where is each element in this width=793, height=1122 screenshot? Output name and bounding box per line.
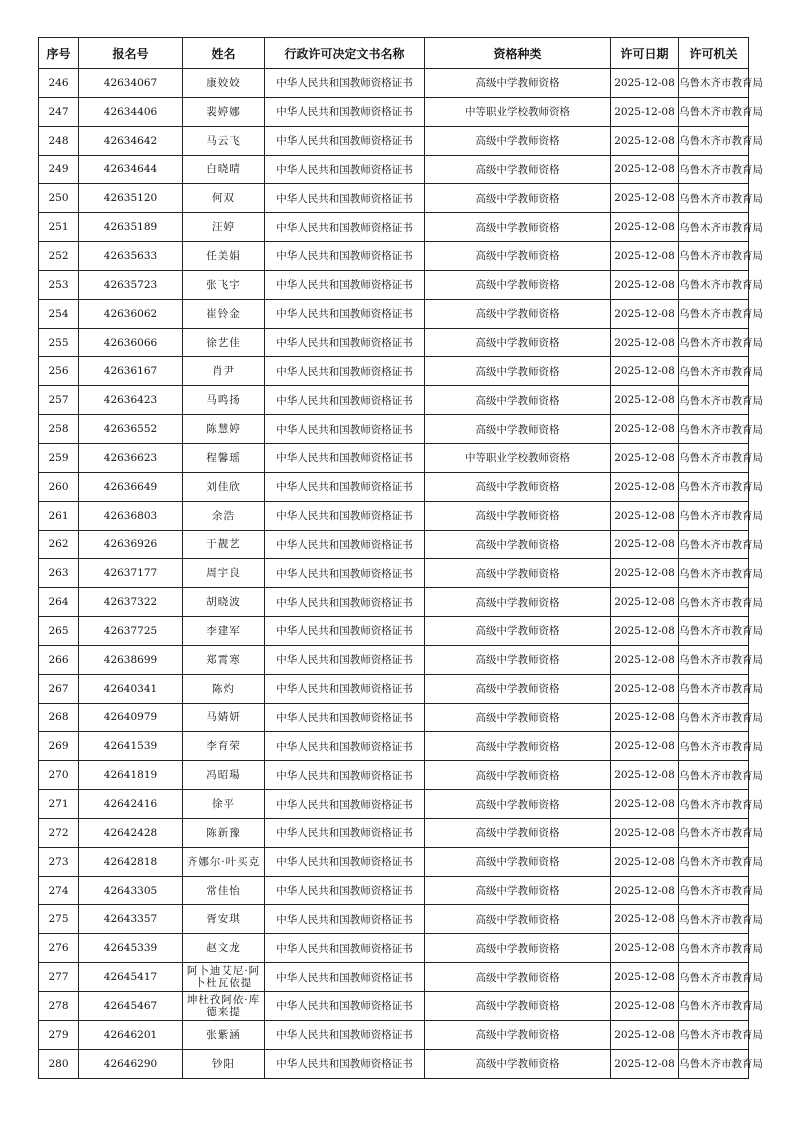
cell-doc-name: 中华人民共和国教师资格证书 <box>265 357 425 386</box>
cell-doc-name: 中华人民共和国教师资格证书 <box>265 992 425 1021</box>
cell-reg-no: 42642818 <box>79 847 183 876</box>
cell-authority: 乌鲁木齐市教育局 <box>679 69 749 98</box>
cell-reg-no: 42642428 <box>79 818 183 847</box>
cell-date: 2025-12-08 <box>611 876 679 905</box>
cell-name: 齐娜尔·叶买克 <box>183 847 265 876</box>
table-row <box>39 69 749 98</box>
header-name: 姓名 <box>183 38 265 69</box>
cell-doc-name: 中华人民共和国教师资格证书 <box>265 242 425 271</box>
cell-seq: 258 <box>39 415 79 444</box>
table-row <box>39 386 749 415</box>
cell-reg-no: 42636066 <box>79 328 183 357</box>
cell-authority: 乌鲁木齐市教育局 <box>679 126 749 155</box>
cell-seq: 255 <box>39 328 79 357</box>
cell-seq: 248 <box>39 126 79 155</box>
cell-doc-name: 中华人民共和国教师资格证书 <box>265 963 425 992</box>
cell-seq: 250 <box>39 184 79 213</box>
cell-reg-no: 42643357 <box>79 905 183 934</box>
table-row <box>39 472 749 501</box>
cell-name: 常佳怡 <box>183 876 265 905</box>
cell-date: 2025-12-08 <box>611 184 679 213</box>
cell-seq: 261 <box>39 501 79 530</box>
cell-qual-type: 高级中学教师资格 <box>425 790 611 819</box>
cell-seq: 246 <box>39 69 79 98</box>
table-row <box>39 97 749 126</box>
cell-authority: 乌鲁木齐市教育局 <box>679 213 749 242</box>
cell-name: 阿卜迪艾尼·阿卜杜瓦依提 <box>183 963 265 992</box>
cell-name: 马婧妍 <box>183 703 265 732</box>
cell-seq: 254 <box>39 299 79 328</box>
cell-reg-no: 42634067 <box>79 69 183 98</box>
cell-reg-no: 42636167 <box>79 357 183 386</box>
cell-doc-name: 中华人民共和国教师资格证书 <box>265 790 425 819</box>
table-row <box>39 155 749 184</box>
cell-seq: 264 <box>39 588 79 617</box>
cell-seq: 273 <box>39 847 79 876</box>
cell-authority: 乌鲁木齐市教育局 <box>679 1049 749 1078</box>
cell-qual-type: 高级中学教师资格 <box>425 588 611 617</box>
cell-doc-name: 中华人民共和国教师资格证书 <box>265 732 425 761</box>
cell-qual-type: 高级中学教师资格 <box>425 213 611 242</box>
cell-qual-type: 高级中学教师资格 <box>425 184 611 213</box>
cell-qual-type: 高级中学教师资格 <box>425 1020 611 1049</box>
cell-reg-no: 42641539 <box>79 732 183 761</box>
cell-doc-name: 中华人民共和国教师资格证书 <box>265 97 425 126</box>
cell-doc-name: 中华人民共和国教师资格证书 <box>265 443 425 472</box>
cell-date: 2025-12-08 <box>611 1020 679 1049</box>
cell-name: 陈慧婷 <box>183 415 265 444</box>
cell-seq: 280 <box>39 1049 79 1078</box>
cell-doc-name: 中华人民共和国教师资格证书 <box>265 126 425 155</box>
cell-qual-type: 中等职业学校教师资格 <box>425 443 611 472</box>
cell-authority: 乌鲁木齐市教育局 <box>679 790 749 819</box>
cell-authority: 乌鲁木齐市教育局 <box>679 1020 749 1049</box>
cell-name: 任美娟 <box>183 242 265 271</box>
cell-authority: 乌鲁木齐市教育局 <box>679 617 749 646</box>
cell-qual-type: 高级中学教师资格 <box>425 270 611 299</box>
cell-name: 程馨瑶 <box>183 443 265 472</box>
cell-seq: 272 <box>39 818 79 847</box>
cell-name: 胥安琪 <box>183 905 265 934</box>
cell-name: 周宇良 <box>183 559 265 588</box>
cell-authority: 乌鲁木齐市教育局 <box>679 328 749 357</box>
cell-reg-no: 42642416 <box>79 790 183 819</box>
cell-qual-type: 高级中学教师资格 <box>425 415 611 444</box>
cell-name: 刘佳欣 <box>183 472 265 501</box>
cell-date: 2025-12-08 <box>611 501 679 530</box>
table-row <box>39 270 749 299</box>
table-row <box>39 242 749 271</box>
cell-date: 2025-12-08 <box>611 934 679 963</box>
cell-name: 郑霄寒 <box>183 645 265 674</box>
cell-qual-type: 高级中学教师资格 <box>425 472 611 501</box>
cell-doc-name: 中华人民共和国教师资格证书 <box>265 847 425 876</box>
cell-date: 2025-12-08 <box>611 992 679 1021</box>
cell-date: 2025-12-08 <box>611 559 679 588</box>
cell-qual-type: 高级中学教师资格 <box>425 501 611 530</box>
cell-doc-name: 中华人民共和国教师资格证书 <box>265 703 425 732</box>
cell-name: 张紫涵 <box>183 1020 265 1049</box>
cell-authority: 乌鲁木齐市教育局 <box>679 242 749 271</box>
cell-doc-name: 中华人民共和国教师资格证书 <box>265 530 425 559</box>
cell-authority: 乌鲁木齐市教育局 <box>679 299 749 328</box>
cell-name: 钞阳 <box>183 1049 265 1078</box>
cell-reg-no: 42637725 <box>79 617 183 646</box>
cell-seq: 277 <box>39 963 79 992</box>
cell-reg-no: 42636062 <box>79 299 183 328</box>
cell-seq: 279 <box>39 1020 79 1049</box>
cell-qual-type: 高级中学教师资格 <box>425 645 611 674</box>
cell-date: 2025-12-08 <box>611 155 679 184</box>
cell-qual-type: 高级中学教师资格 <box>425 155 611 184</box>
cell-name: 肖尹 <box>183 357 265 386</box>
cell-authority: 乌鲁木齐市教育局 <box>679 934 749 963</box>
cell-seq: 266 <box>39 645 79 674</box>
table-row <box>39 992 749 1021</box>
table-row <box>39 732 749 761</box>
cell-doc-name: 中华人民共和国教师资格证书 <box>265 905 425 934</box>
cell-reg-no: 42634642 <box>79 126 183 155</box>
cell-doc-name: 中华人民共和国教师资格证书 <box>265 588 425 617</box>
cell-reg-no: 42637177 <box>79 559 183 588</box>
cell-date: 2025-12-08 <box>611 790 679 819</box>
cell-seq: 256 <box>39 357 79 386</box>
cell-reg-no: 42634644 <box>79 155 183 184</box>
cell-qual-type: 高级中学教师资格 <box>425 847 611 876</box>
table-row <box>39 818 749 847</box>
cell-reg-no: 42636623 <box>79 443 183 472</box>
cell-date: 2025-12-08 <box>611 847 679 876</box>
cell-authority: 乌鲁木齐市教育局 <box>679 472 749 501</box>
cell-date: 2025-12-08 <box>611 761 679 790</box>
cell-authority: 乌鲁木齐市教育局 <box>679 905 749 934</box>
table-row <box>39 876 749 905</box>
table-row <box>39 1049 749 1078</box>
cell-seq: 278 <box>39 992 79 1021</box>
cell-date: 2025-12-08 <box>611 963 679 992</box>
cell-doc-name: 中华人民共和国教师资格证书 <box>265 876 425 905</box>
license-table-container <box>38 37 763 1079</box>
cell-doc-name: 中华人民共和国教师资格证书 <box>265 213 425 242</box>
cell-authority: 乌鲁木齐市教育局 <box>679 876 749 905</box>
cell-name: 徐平 <box>183 790 265 819</box>
cell-qual-type: 高级中学教师资格 <box>425 818 611 847</box>
cell-name: 汪婷 <box>183 213 265 242</box>
cell-seq: 275 <box>39 905 79 934</box>
cell-seq: 263 <box>39 559 79 588</box>
cell-qual-type: 高级中学教师资格 <box>425 963 611 992</box>
cell-doc-name: 中华人民共和国教师资格证书 <box>265 761 425 790</box>
cell-authority: 乌鲁木齐市教育局 <box>679 559 749 588</box>
cell-reg-no: 42636552 <box>79 415 183 444</box>
cell-qual-type: 高级中学教师资格 <box>425 357 611 386</box>
table-row <box>39 530 749 559</box>
table-row <box>39 126 749 155</box>
cell-authority: 乌鲁木齐市教育局 <box>679 386 749 415</box>
cell-authority: 乌鲁木齐市教育局 <box>679 530 749 559</box>
cell-name: 何双 <box>183 184 265 213</box>
header-row <box>39 38 749 69</box>
cell-reg-no: 42643305 <box>79 876 183 905</box>
cell-name: 冯昭瑒 <box>183 761 265 790</box>
header-reg-no: 报名号 <box>79 38 183 69</box>
cell-date: 2025-12-08 <box>611 617 679 646</box>
cell-name: 李育荣 <box>183 732 265 761</box>
cell-date: 2025-12-08 <box>611 530 679 559</box>
table-row <box>39 328 749 357</box>
cell-doc-name: 中华人民共和国教师资格证书 <box>265 270 425 299</box>
cell-doc-name: 中华人民共和国教师资格证书 <box>265 299 425 328</box>
cell-name: 李建军 <box>183 617 265 646</box>
cell-seq: 262 <box>39 530 79 559</box>
cell-seq: 260 <box>39 472 79 501</box>
cell-qual-type: 高级中学教师资格 <box>425 703 611 732</box>
cell-qual-type: 高级中学教师资格 <box>425 328 611 357</box>
cell-authority: 乌鲁木齐市教育局 <box>679 703 749 732</box>
cell-name: 坤杜孜阿依·库德来提 <box>183 992 265 1021</box>
cell-reg-no: 42636649 <box>79 472 183 501</box>
header-doc-name: 行政许可决定文书名称 <box>265 38 425 69</box>
cell-authority: 乌鲁木齐市教育局 <box>679 761 749 790</box>
cell-doc-name: 中华人民共和国教师资格证书 <box>265 69 425 98</box>
cell-qual-type: 高级中学教师资格 <box>425 674 611 703</box>
cell-name: 赵文龙 <box>183 934 265 963</box>
cell-doc-name: 中华人民共和国教师资格证书 <box>265 328 425 357</box>
table-row <box>39 559 749 588</box>
cell-doc-name: 中华人民共和国教师资格证书 <box>265 1020 425 1049</box>
cell-seq: 274 <box>39 876 79 905</box>
cell-seq: 249 <box>39 155 79 184</box>
cell-qual-type: 高级中学教师资格 <box>425 559 611 588</box>
header-qual-type: 资格种类 <box>425 38 611 69</box>
cell-reg-no: 42635189 <box>79 213 183 242</box>
cell-name: 马鸣扬 <box>183 386 265 415</box>
cell-reg-no: 42646290 <box>79 1049 183 1078</box>
cell-authority: 乌鲁木齐市教育局 <box>679 501 749 530</box>
cell-doc-name: 中华人民共和国教师资格证书 <box>265 617 425 646</box>
table-row <box>39 703 749 732</box>
cell-doc-name: 中华人民共和国教师资格证书 <box>265 645 425 674</box>
cell-reg-no: 42636926 <box>79 530 183 559</box>
cell-reg-no: 42635633 <box>79 242 183 271</box>
cell-authority: 乌鲁木齐市教育局 <box>679 732 749 761</box>
cell-date: 2025-12-08 <box>611 126 679 155</box>
cell-name: 余浩 <box>183 501 265 530</box>
cell-qual-type: 高级中学教师资格 <box>425 530 611 559</box>
cell-date: 2025-12-08 <box>611 818 679 847</box>
cell-date: 2025-12-08 <box>611 732 679 761</box>
table-row <box>39 299 749 328</box>
cell-seq: 269 <box>39 732 79 761</box>
cell-qual-type: 高级中学教师资格 <box>425 386 611 415</box>
cell-doc-name: 中华人民共和国教师资格证书 <box>265 184 425 213</box>
cell-qual-type: 高级中学教师资格 <box>425 126 611 155</box>
cell-name: 胡晓波 <box>183 588 265 617</box>
cell-date: 2025-12-08 <box>611 674 679 703</box>
table-row <box>39 790 749 819</box>
cell-date: 2025-12-08 <box>611 299 679 328</box>
cell-authority: 乌鲁木齐市教育局 <box>679 847 749 876</box>
cell-doc-name: 中华人民共和国教师资格证书 <box>265 472 425 501</box>
cell-authority: 乌鲁木齐市教育局 <box>679 155 749 184</box>
cell-authority: 乌鲁木齐市教育局 <box>679 963 749 992</box>
cell-name: 康姣姣 <box>183 69 265 98</box>
cell-name: 张飞宇 <box>183 270 265 299</box>
table-body <box>39 69 763 1079</box>
cell-authority: 乌鲁木齐市教育局 <box>679 270 749 299</box>
cell-date: 2025-12-08 <box>611 588 679 617</box>
cell-seq: 247 <box>39 97 79 126</box>
cell-date: 2025-12-08 <box>611 242 679 271</box>
cell-qual-type: 高级中学教师资格 <box>425 299 611 328</box>
cell-qual-type: 高级中学教师资格 <box>425 761 611 790</box>
cell-doc-name: 中华人民共和国教师资格证书 <box>265 501 425 530</box>
table-row <box>39 184 749 213</box>
cell-doc-name: 中华人民共和国教师资格证书 <box>265 559 425 588</box>
cell-date: 2025-12-08 <box>611 357 679 386</box>
table-row <box>39 617 749 646</box>
cell-reg-no: 42637322 <box>79 588 183 617</box>
table-row <box>39 934 749 963</box>
cell-name: 崔铃金 <box>183 299 265 328</box>
cell-authority: 乌鲁木齐市教育局 <box>679 818 749 847</box>
table-row <box>39 674 749 703</box>
cell-authority: 乌鲁木齐市教育局 <box>679 992 749 1021</box>
cell-qual-type: 高级中学教师资格 <box>425 934 611 963</box>
cell-name: 陈灼 <box>183 674 265 703</box>
cell-name: 马云飞 <box>183 126 265 155</box>
cell-qual-type: 高级中学教师资格 <box>425 1049 611 1078</box>
cell-name: 于靓艺 <box>183 530 265 559</box>
cell-seq: 252 <box>39 242 79 271</box>
cell-date: 2025-12-08 <box>611 472 679 501</box>
cell-name: 徐艺佳 <box>183 328 265 357</box>
table-row <box>39 415 749 444</box>
table-row <box>39 1020 749 1049</box>
header-authority: 许可机关 <box>679 38 749 69</box>
cell-qual-type: 高级中学教师资格 <box>425 992 611 1021</box>
cell-date: 2025-12-08 <box>611 386 679 415</box>
cell-reg-no: 42645417 <box>79 963 183 992</box>
cell-qual-type: 高级中学教师资格 <box>425 617 611 646</box>
cell-seq: 257 <box>39 386 79 415</box>
cell-reg-no: 42634406 <box>79 97 183 126</box>
cell-seq: 270 <box>39 761 79 790</box>
cell-doc-name: 中华人民共和国教师资格证书 <box>265 674 425 703</box>
cell-date: 2025-12-08 <box>611 270 679 299</box>
cell-authority: 乌鲁木齐市教育局 <box>679 645 749 674</box>
cell-seq: 259 <box>39 443 79 472</box>
cell-reg-no: 42636803 <box>79 501 183 530</box>
cell-date: 2025-12-08 <box>611 415 679 444</box>
cell-authority: 乌鲁木齐市教育局 <box>679 588 749 617</box>
header-date: 许可日期 <box>611 38 679 69</box>
cell-reg-no: 42645467 <box>79 992 183 1021</box>
cell-date: 2025-12-08 <box>611 905 679 934</box>
cell-name: 陈新豫 <box>183 818 265 847</box>
table-row <box>39 213 749 242</box>
cell-seq: 251 <box>39 213 79 242</box>
cell-authority: 乌鲁木齐市教育局 <box>679 415 749 444</box>
cell-reg-no: 42640341 <box>79 674 183 703</box>
cell-date: 2025-12-08 <box>611 97 679 126</box>
cell-name: 裴婷娜 <box>183 97 265 126</box>
cell-reg-no: 42636423 <box>79 386 183 415</box>
cell-qual-type: 高级中学教师资格 <box>425 876 611 905</box>
cell-qual-type: 高级中学教师资格 <box>425 732 611 761</box>
header-seq: 序号 <box>39 38 79 69</box>
cell-seq: 253 <box>39 270 79 299</box>
cell-authority: 乌鲁木齐市教育局 <box>679 184 749 213</box>
cell-seq: 267 <box>39 674 79 703</box>
cell-reg-no: 42635723 <box>79 270 183 299</box>
cell-doc-name: 中华人民共和国教师资格证书 <box>265 934 425 963</box>
cell-date: 2025-12-08 <box>611 1049 679 1078</box>
cell-doc-name: 中华人民共和国教师资格证书 <box>265 1049 425 1078</box>
cell-authority: 乌鲁木齐市教育局 <box>679 357 749 386</box>
cell-doc-name: 中华人民共和国教师资格证书 <box>265 386 425 415</box>
table-row <box>39 963 749 992</box>
table-row <box>39 501 749 530</box>
cell-date: 2025-12-08 <box>611 443 679 472</box>
cell-doc-name: 中华人民共和国教师资格证书 <box>265 818 425 847</box>
cell-qual-type: 中等职业学校教师资格 <box>425 97 611 126</box>
cell-reg-no: 42640979 <box>79 703 183 732</box>
cell-qual-type: 高级中学教师资格 <box>425 905 611 934</box>
table-row <box>39 905 749 934</box>
cell-reg-no: 42646201 <box>79 1020 183 1049</box>
table-row <box>39 847 749 876</box>
cell-doc-name: 中华人民共和国教师资格证书 <box>265 155 425 184</box>
cell-date: 2025-12-08 <box>611 328 679 357</box>
table-row <box>39 357 749 386</box>
cell-date: 2025-12-08 <box>611 645 679 674</box>
license-table <box>38 37 763 1079</box>
cell-doc-name: 中华人民共和国教师资格证书 <box>265 415 425 444</box>
cell-reg-no: 42638699 <box>79 645 183 674</box>
cell-date: 2025-12-08 <box>611 69 679 98</box>
table-row <box>39 443 749 472</box>
cell-reg-no: 42645339 <box>79 934 183 963</box>
cell-name: 白晓晴 <box>183 155 265 184</box>
table-row <box>39 761 749 790</box>
cell-seq: 265 <box>39 617 79 646</box>
cell-authority: 乌鲁木齐市教育局 <box>679 443 749 472</box>
cell-reg-no: 42635120 <box>79 184 183 213</box>
cell-seq: 271 <box>39 790 79 819</box>
cell-authority: 乌鲁木齐市教育局 <box>679 674 749 703</box>
cell-date: 2025-12-08 <box>611 213 679 242</box>
cell-date: 2025-12-08 <box>611 703 679 732</box>
cell-seq: 276 <box>39 934 79 963</box>
cell-authority: 乌鲁木齐市教育局 <box>679 97 749 126</box>
cell-qual-type: 高级中学教师资格 <box>425 69 611 98</box>
table-row <box>39 645 749 674</box>
cell-reg-no: 42641819 <box>79 761 183 790</box>
cell-qual-type: 高级中学教师资格 <box>425 242 611 271</box>
cell-seq: 268 <box>39 703 79 732</box>
table-row <box>39 588 749 617</box>
